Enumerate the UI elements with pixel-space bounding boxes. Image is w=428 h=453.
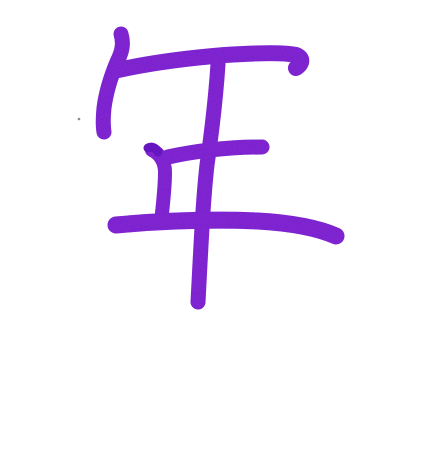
paper-speck	[78, 118, 81, 121]
stroke-left-vertical	[152, 150, 165, 222]
stroke-bottom-horizontal	[116, 220, 336, 236]
stroke-main-vertical	[198, 64, 218, 302]
stroke-left-vertical-tip	[148, 147, 158, 152]
stroke-top-left-hook	[103, 34, 122, 132]
ink-strokes	[103, 34, 336, 302]
stroke-top-horizontal	[118, 53, 301, 70]
